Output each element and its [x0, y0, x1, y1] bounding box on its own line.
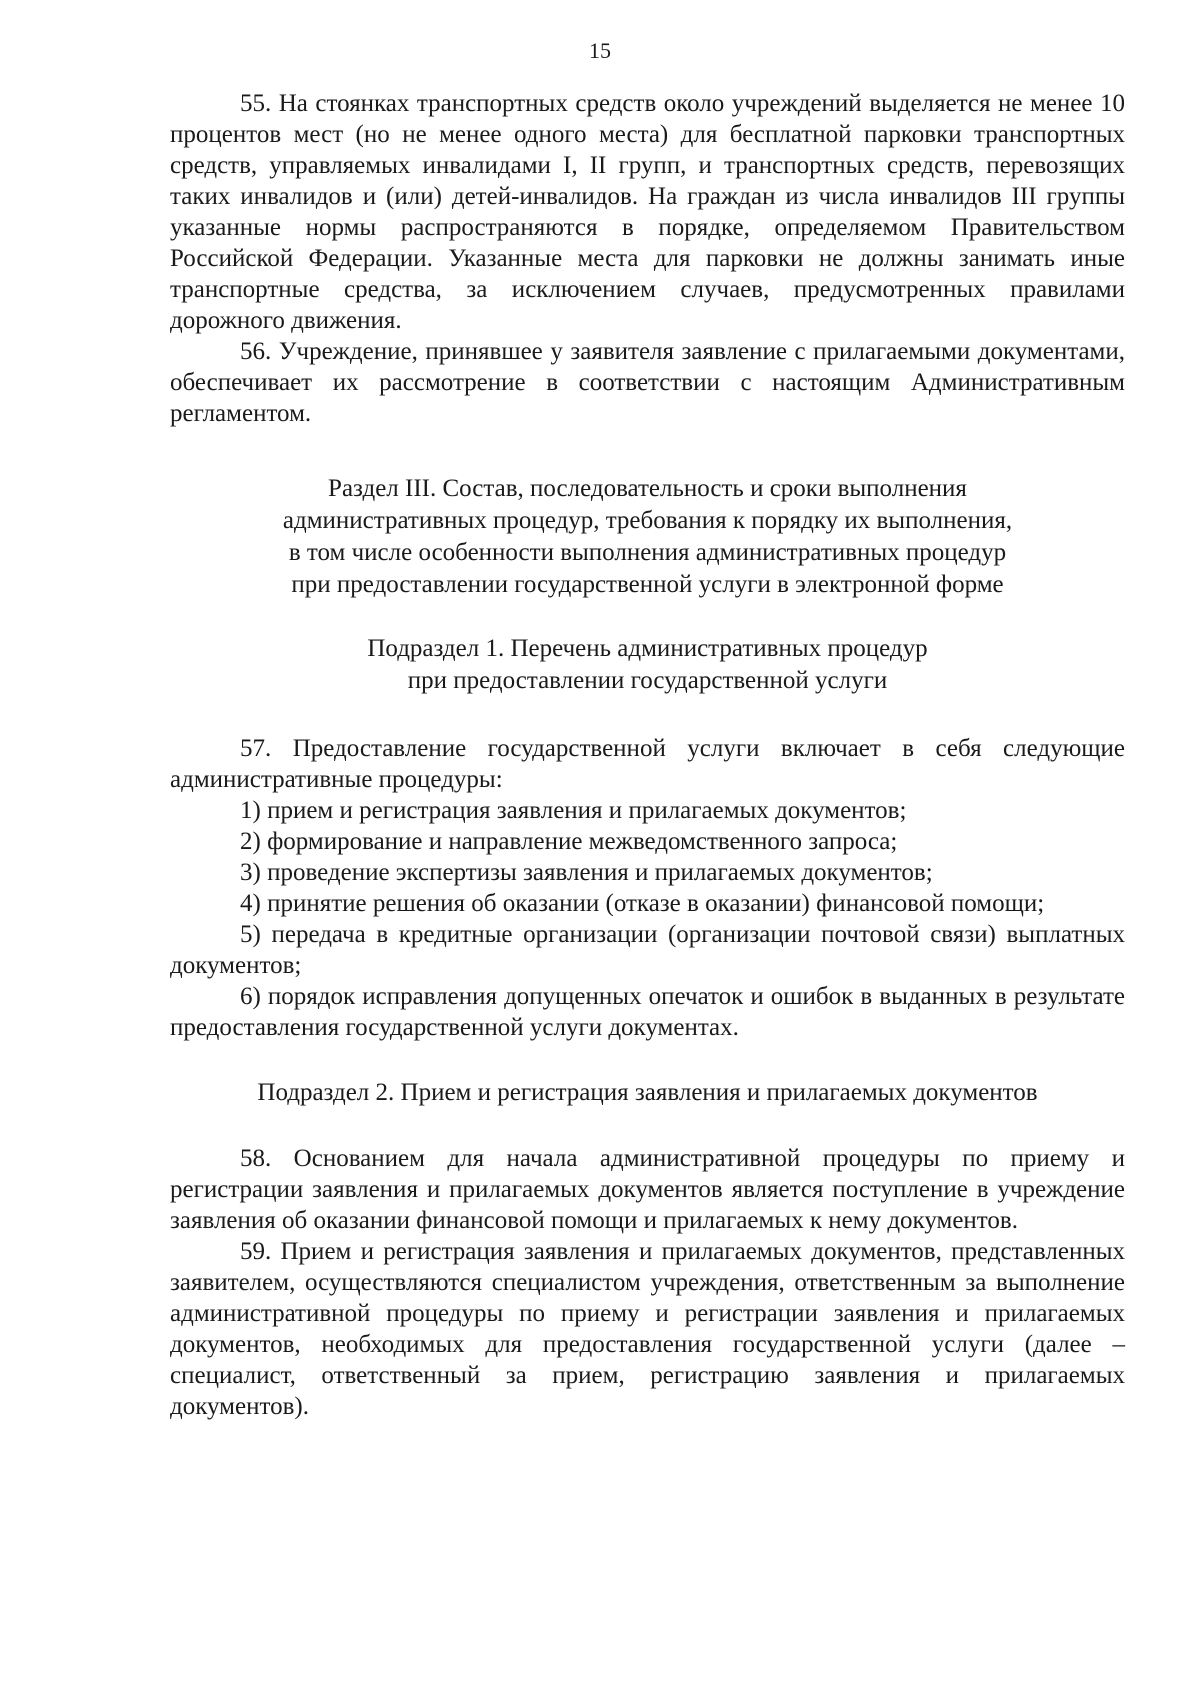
page-number: 15	[589, 38, 611, 63]
section-heading	[170, 473, 1125, 601]
list-item: 1) прием и регистрация заявления и прилагаемых документов;	[240, 797, 907, 824]
list-item: 3) проведение экспертизы заявления и прилагаемых документов;	[240, 859, 933, 886]
document-body	[170, 88, 1125, 1422]
paragraph-58: 58. Основанием для начала административной процедуры по приему и регистрации заявления и прилагаемых документов является поступление в учреждение заявления об оказании финансовой помощи и прилагаемых к нему документов.	[170, 1145, 1125, 1234]
subsection-heading-line: при предоставлении государственной услуги	[407, 667, 888, 694]
paragraph-55: 55. На стоянках транспортных средств около учреждений выделяется не менее 10 процентов мест (но не менее одного места) для бесплатной парковки транспортных средств, управляемых инвалидами I, II групп, и транспортных средств, перевозящих таких инвалидов и (или) детей-инвалидов. На граждан из числа инвалидов III группы указанные нормы распространяются в порядке, определяемом Правительством Российской Федерации. Указанные места для парковки не должны занимать иные транспортные средства, за исключением случаев, предусмотренных правилами дорожного движения.	[170, 90, 1125, 334]
list-item: 4) принятие решения об оказании (отказе в оказании) финансовой помощи;	[240, 890, 1045, 917]
section-heading-line: Раздел III. Состав, последовательность и сроки выполнения	[328, 475, 967, 502]
section-heading-line: административных процедур, требования к порядку их выполнения,	[282, 507, 1013, 534]
list-item: 5) передача в кредитные организации (организации почтовой связи) выплатных документов;	[170, 921, 1125, 979]
list-item: 6) порядок исправления допущенных опечаток и ошибок в выданных в результате предоставления государственной услуги документах.	[170, 983, 1125, 1041]
paragraph-59: 59. Прием и регистрация заявления и прилагаемых документов, представленных заявителем, осуществляются специалистом учреждения, ответственным за выполнение административной процедуры по приему и регистрации заявления и прилагаемых документов, необходимых для предоставления государственной услуги (далее – специалист, ответственный за прием, регистрацию заявления и прилагаемых документов).	[170, 1238, 1125, 1420]
section-heading-line: при предоставлении государственной услуги в электронной форме	[291, 571, 1004, 598]
subsection-2-heading: Подраздел 2. Прием и регистрация заявления и прилагаемых документов	[257, 1079, 1038, 1106]
subsection-heading-line: Подраздел 1. Перечень административных процедур	[367, 635, 928, 662]
paragraph-56: 56. Учреждение, принявшее у заявителя заявление с прилагаемыми документами, обеспечивает их рассмотрение в соответствии с настоящим Административным регламентом.	[170, 338, 1125, 427]
list-item: 2) формирование и направление межведомственного запроса;	[240, 828, 898, 855]
procedure-list	[170, 795, 1125, 1043]
paragraph-57: 57. Предоставление государственной услуги включает в себя следующие административные процедуры:	[170, 735, 1125, 793]
section-heading-line: в том числе особенности выполнения административных процедур	[288, 539, 1007, 566]
subsection-1-heading	[170, 633, 1125, 697]
